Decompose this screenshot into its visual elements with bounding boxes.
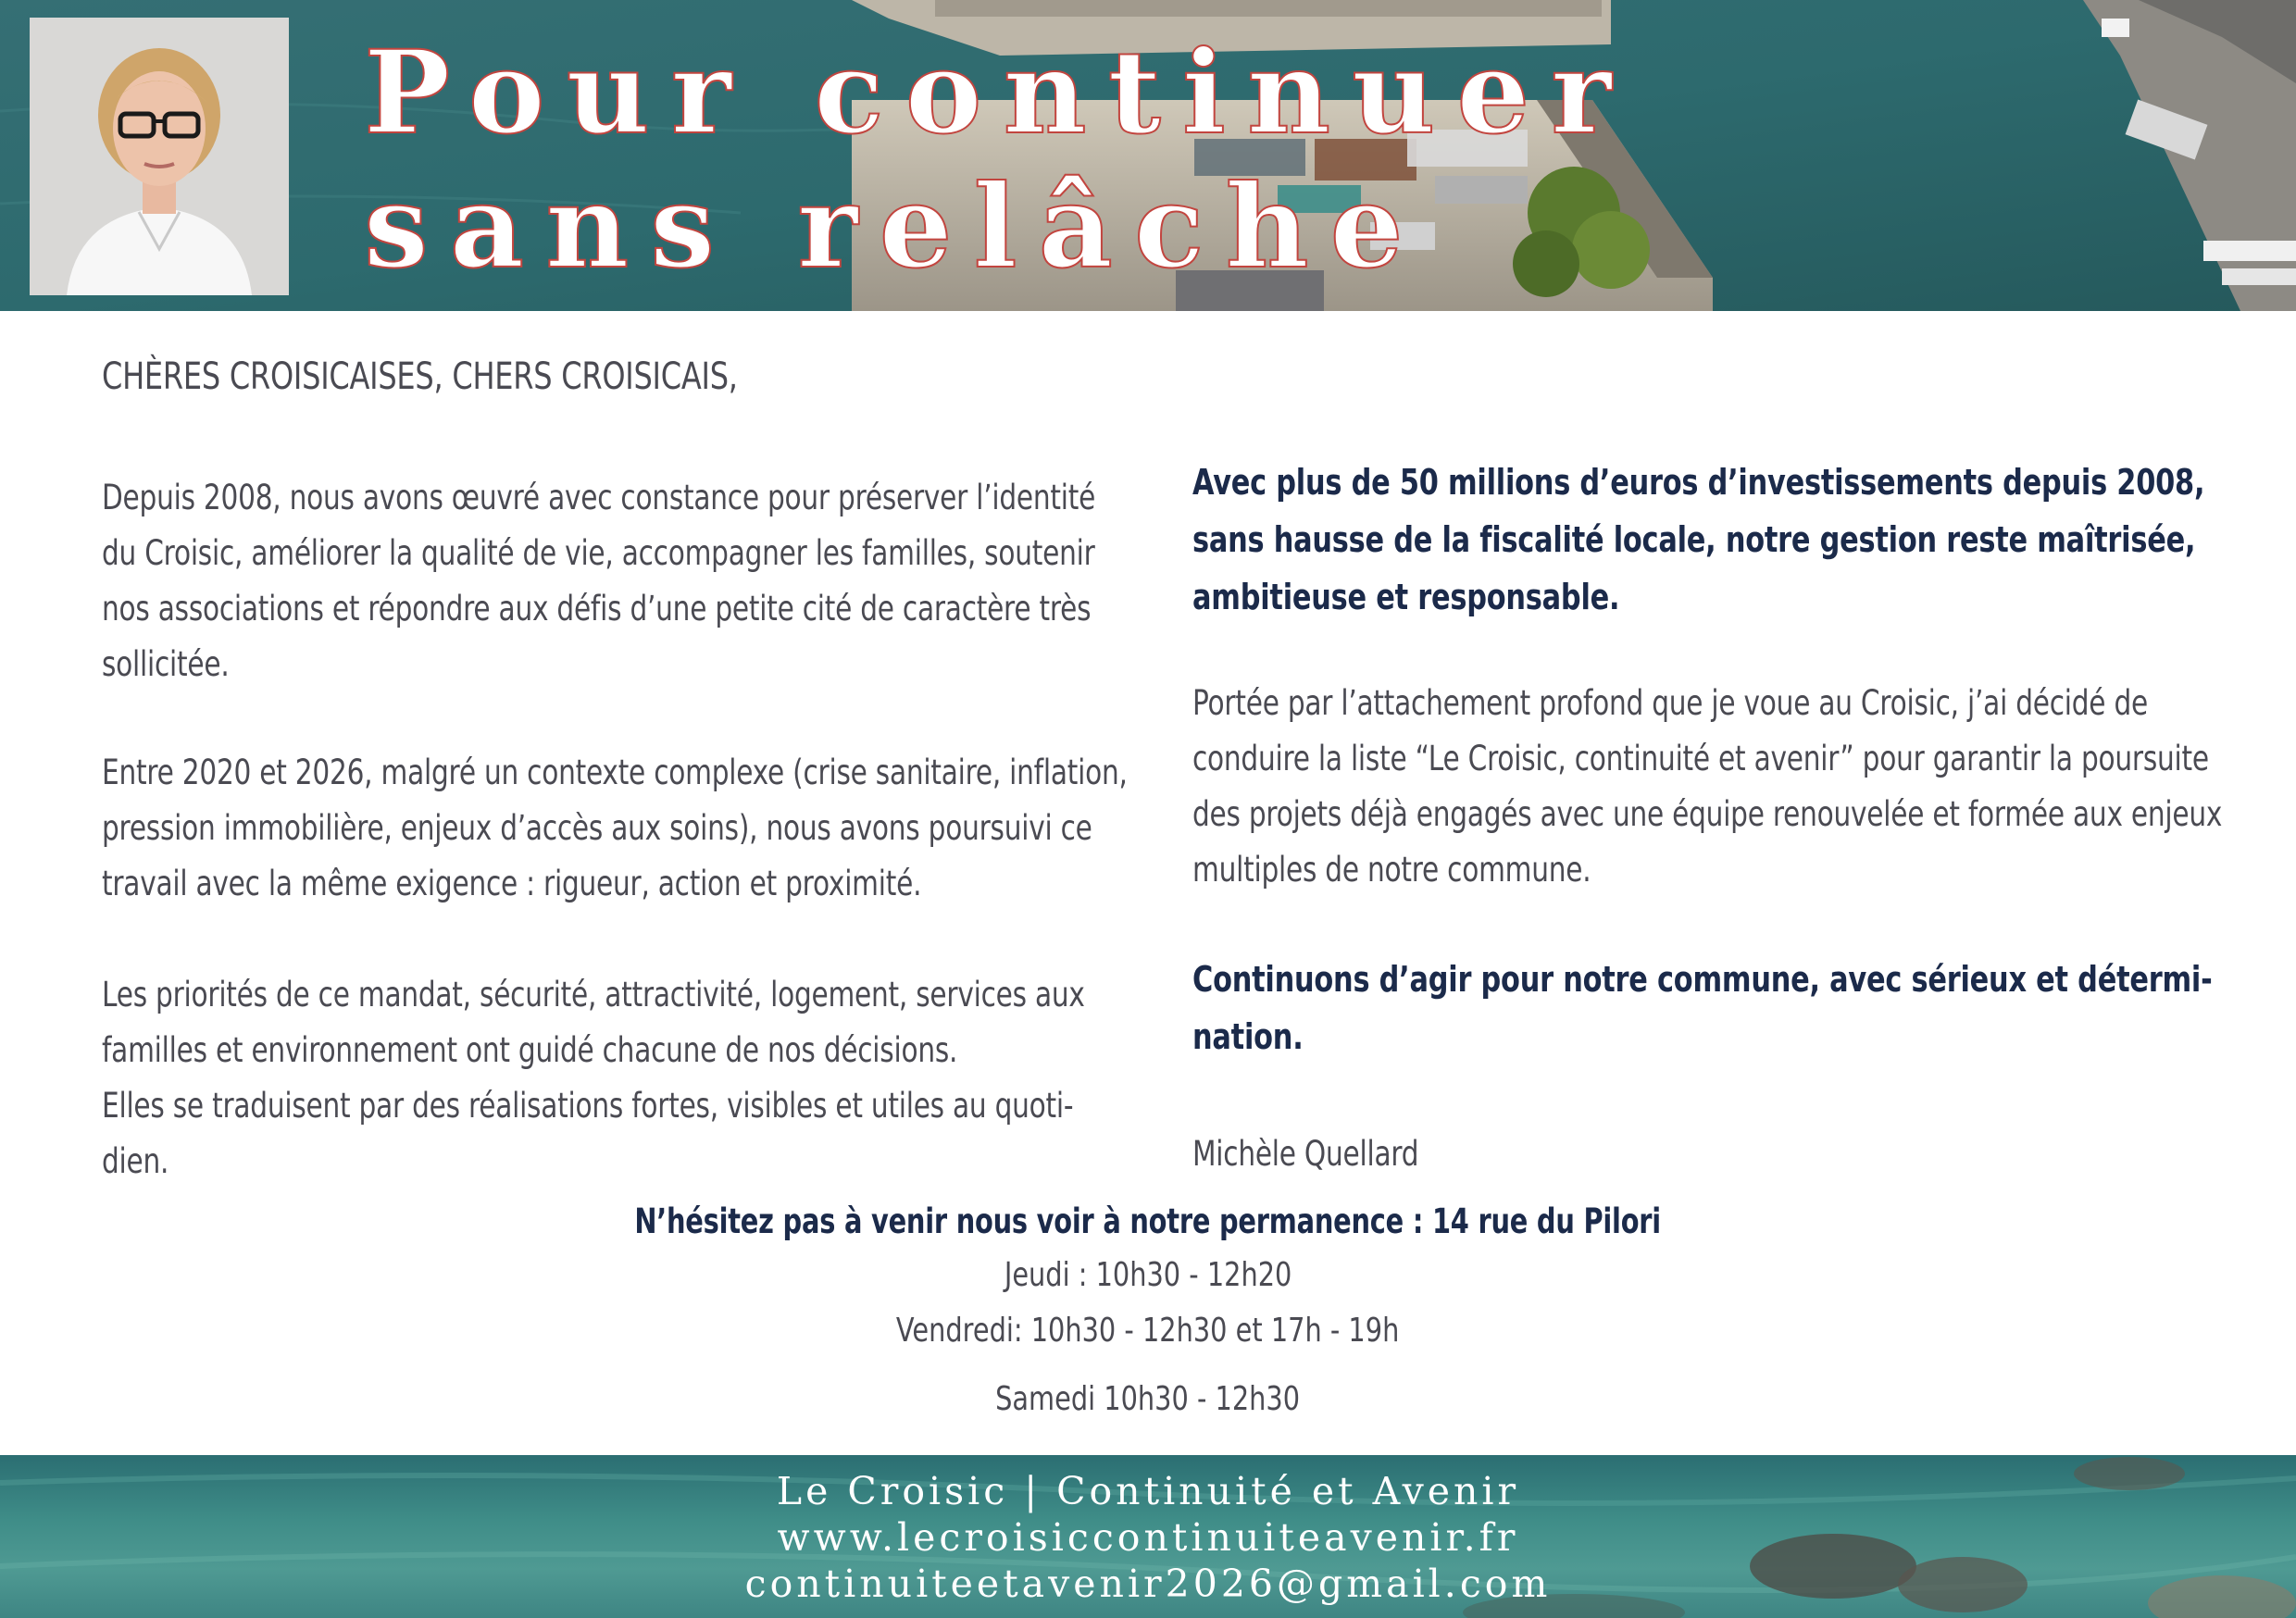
header-banner [0,0,2296,311]
footer-website-link[interactable]: www.lecroisiccontinuiteavenir.fr [777,1515,1519,1560]
paragraph-line: Les priorités de ce mandat, sécurité, attractivité, logement, services aux [102,975,1085,1014]
highlight-line: sans hausse de la fiscalité locale, notre gestion reste maîtrisée, [1192,519,2196,560]
right-paragraph [1192,676,2222,898]
title-line-1: Pour continuer [364,26,1633,160]
investment-highlight [1192,454,2204,626]
footer-contact [0,1468,2296,1607]
paragraph-line: Entre 2020 et 2026, malgré un contexte complexe (crise sanitaire, inflation, [102,753,1128,792]
permanence-title [0,1194,2296,1250]
paragraph-line: nos associations et répondre aux défis d’une petite cité de caractère très [102,589,1092,629]
paragraph-line: des projets déjà engagés avec une équipe renouvelée et formée aux enjeux [1192,794,2223,834]
paragraph-line: Portée par l’attachement profond que je voue au Croisic, j’ai décidé de [1192,683,2148,723]
closing-highlight [1192,951,2213,1065]
left-paragraph-1 [102,470,1095,692]
hours-saturday [0,1372,2296,1427]
hours-text: Jeudi : 10h30 - 12h20 [1004,1256,1292,1294]
footer-banner [0,1455,2296,1618]
paragraph-line: travail avec la même exigence : rigueur, action et proximité. [102,864,922,903]
highlight-line: ambitieuse et responsable. [1192,577,1620,617]
paragraph-line: du Croisic, améliorer la qualité de vie, accompagner les familles, soutenir [102,533,1095,573]
title-line-2: sans relâche [364,160,1425,294]
signature: Michèle Quellard [1192,1134,1419,1174]
footer-email-link[interactable]: continuiteetavenir2026@gmail.com [744,1562,1552,1606]
permanence-title-text: N’hésitez pas à venir nous voir à notre permanence : 14 rue du Pilori [634,1201,1662,1241]
hours-text: Vendredi: 10h30 - 12h30 et 17h - 19h [896,1312,1400,1350]
paragraph-line: dien. [102,1141,169,1181]
paragraph-line: sollicitée. [102,644,230,684]
letter-greeting: CHÈRES CROISICAISES, CHERS CROISICAIS, [102,355,738,398]
hours-text: Samedi 10h30 - 12h30 [995,1380,1301,1418]
left-paragraph-2 [102,745,1128,912]
hours-friday [0,1303,2296,1359]
paragraph-line: Depuis 2008, nous avons œuvré avec constance pour préserver l’identité [102,478,1096,517]
left-paragraph-3 [102,967,1085,1189]
paragraph-line: conduire la liste “Le Croisic, continuité et avenir” pour garantir la poursuite [1192,739,2209,778]
paragraph-line: pression immobilière, enjeux d’accès aux soins), nous avons poursuivi ce [102,808,1092,848]
highlight-line: Avec plus de 50 millions d’euros d’investissements depuis 2008, [1192,462,2205,503]
paragraph-line: familles et environnement ont guidé chacune de nos décisions. [102,1030,958,1070]
paragraph-line: multiples de notre commune. [1192,850,1591,890]
footer-list-name: Le Croisic | Continuité et Avenir [776,1469,1520,1513]
highlight-line: Continuons d’agir pour notre commune, avec sérieux et détermi- [1192,959,2213,1000]
highlight-line: nation. [1192,1016,1304,1057]
hours-thursday [0,1248,2296,1303]
paragraph-line: Elles se traduisent par des réalisations fortes, visibles et utiles au quoti- [102,1086,1074,1126]
candidate-portrait [30,18,289,295]
page-title [364,26,1633,294]
